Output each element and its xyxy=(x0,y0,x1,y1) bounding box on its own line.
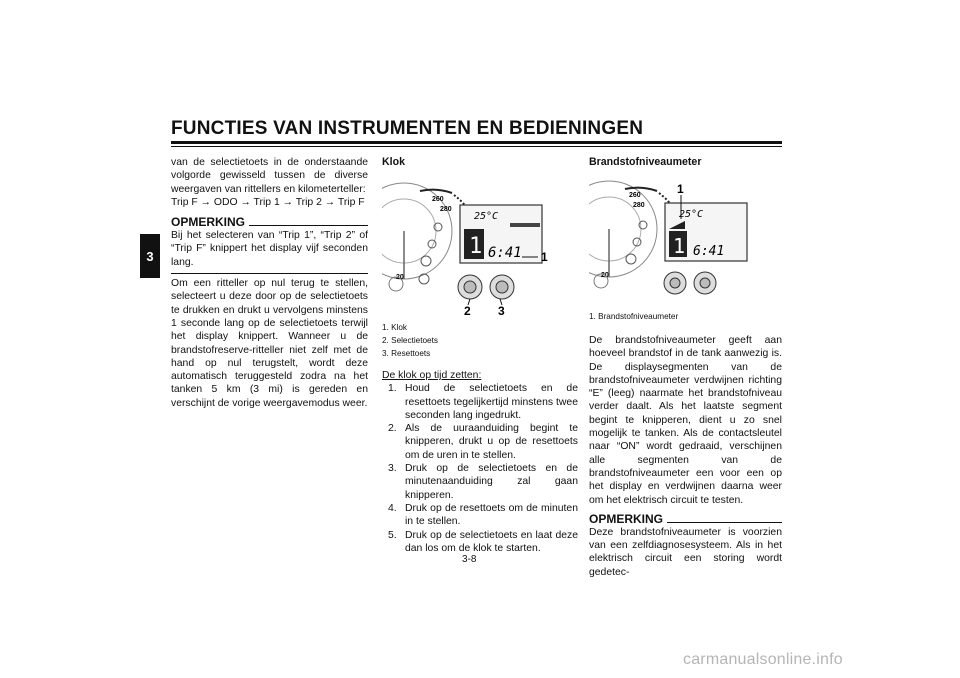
callout-number: 1 xyxy=(541,250,548,264)
callout-number: 1 xyxy=(677,182,684,196)
note-header xyxy=(589,512,782,526)
step-number: 1. xyxy=(388,383,397,395)
lcd-clock: 6:41 xyxy=(488,245,522,261)
instrument-cluster-illustration xyxy=(589,169,782,299)
note-rule xyxy=(249,225,368,226)
lcd-trip-digit: 1 xyxy=(469,234,483,259)
list-item xyxy=(382,462,578,502)
instrument-cluster-illustration xyxy=(382,169,578,319)
figure-captions-fuel xyxy=(589,310,782,323)
step-text: Als de uuraanduiding begint te knipperen, drukt u op de resettoets om de uren in te stellen. xyxy=(405,423,578,461)
step-number: 2. xyxy=(388,423,397,435)
page-title: FUNCTIES VAN INSTRUMENTEN EN BEDIENINGEN xyxy=(171,118,644,139)
clock-setting-subheading: De klok op tijd zetten: xyxy=(382,370,482,381)
section-heading-klok: Klok xyxy=(382,156,405,168)
clock-steps-list xyxy=(382,382,578,555)
fuel-paragraph: De brandstofniveaumeter geeft aan hoeveel brandstof in de tank aanwezig is. De displaysegmenten van de brandstofniveaumeter verdwijnen richting “E” (leeg) naarmate het brandstofniveau verder daalt. Als het laatste segment begint te knipperen, dient u zo snel mogelijk te tanken. Als de contactsleutel naar “ON” wordt gedraaid, verschijnen alle segmenten van de brandstofniveaumeter een voor een op het display en verdwijnen daarna weer om het elektrisch circuit te testen. xyxy=(589,335,782,506)
column-middle xyxy=(382,155,578,555)
lcd-temperature: 25°C xyxy=(679,209,704,220)
callout-number: 2 xyxy=(464,304,471,318)
note-header xyxy=(171,215,368,229)
gauge-tick-label: 20 xyxy=(396,274,404,281)
figure-caption: 3. Resettoets xyxy=(382,349,431,358)
figure-caption: 1. Klok xyxy=(382,323,408,332)
list-item xyxy=(382,422,578,462)
page-number: 3-8 xyxy=(462,554,477,565)
list-item xyxy=(382,502,578,529)
intro-paragraph: van de selectietoets in de onderstaande volgorde gewisseld tussen de diverse weergaven van rittellers en kilometerteller: xyxy=(171,157,368,195)
watermark: carmanualsonline.info xyxy=(683,651,843,668)
step-number: 3. xyxy=(388,463,397,475)
step-text: Druk op de resettoets om de minuten in te stellen. xyxy=(405,502,578,528)
header-rule-thin xyxy=(171,146,782,147)
gauge-tick-label: 260 xyxy=(432,196,444,203)
list-item xyxy=(382,382,578,422)
note-text: Bij het selecteren van “Trip 1”, “Trip 2” of “Trip F” knippert het display vijf seconden lang. xyxy=(171,230,368,268)
dashboard-figure-fuel xyxy=(589,169,782,299)
lcd-temperature: 25°C xyxy=(474,211,499,222)
trip-sequence: Trip F → ODO → Trip 1 → Trip 2 → Trip F xyxy=(171,196,365,208)
note-label: OPMERKING xyxy=(589,511,664,526)
note-label: OPMERKING xyxy=(171,215,246,230)
step-number: 4. xyxy=(388,502,397,514)
gauge-tick-label: 280 xyxy=(633,202,645,209)
step-text: Houd de selectietoets en de resettoets tegelijkertijd minstens twee seconden lang ingedrukt. xyxy=(405,383,578,421)
figure-captions-clock xyxy=(382,321,578,360)
figure-caption: 1. Brandstofniveaumeter xyxy=(589,312,679,321)
note-text: Deze brandstofniveaumeter is voorzien van een zelfdiagnosesysteem. Als in het elektrisch circuit een storing wordt gedetec- xyxy=(589,526,782,578)
chapter-tab: 3 xyxy=(140,234,160,278)
lcd-trip-digit: 1 xyxy=(673,234,686,258)
step-number: 5. xyxy=(388,529,397,541)
lcd-clock: 6:41 xyxy=(693,244,725,259)
section-heading-fuel: Brandstofniveaumeter xyxy=(589,156,702,168)
step-text: Druk op de selectietoets en de minutenaanduiding zal gaan knipperen. xyxy=(405,463,578,501)
column-left xyxy=(171,156,368,410)
list-item xyxy=(382,529,578,556)
header-rule-thick xyxy=(171,141,782,144)
gauge-tick-label: 280 xyxy=(440,206,452,213)
callout-number: 3 xyxy=(498,304,505,318)
reset-paragraph: Om een ritteller op nul terug te stellen, selecteert u deze door op de selectietoets te drukken en drukt u vervolgens minstens 1 seconde lang op de selectietoets terwijl het display knippert. Wanneer u de brandstofreserve-ritteller niet zelf met de hand op nul terugstelt, wordt deze automatisch teruggesteld zodra na het tanken 5 km (3 mi) is gereden en verschijnt de vorige weergavemodus weer. xyxy=(171,278,368,409)
note-end-rule xyxy=(171,273,368,274)
column-right xyxy=(589,155,782,579)
gauge-tick-label: 20 xyxy=(601,272,609,279)
figure-caption: 2. Selectietoets xyxy=(382,336,438,345)
gauge-tick-label: 260 xyxy=(629,192,641,199)
note-rule xyxy=(667,522,782,523)
step-text: Druk op de selectietoets en laat deze dan los om de klok te starten. xyxy=(405,529,578,554)
dashboard-figure-clock xyxy=(382,169,578,319)
